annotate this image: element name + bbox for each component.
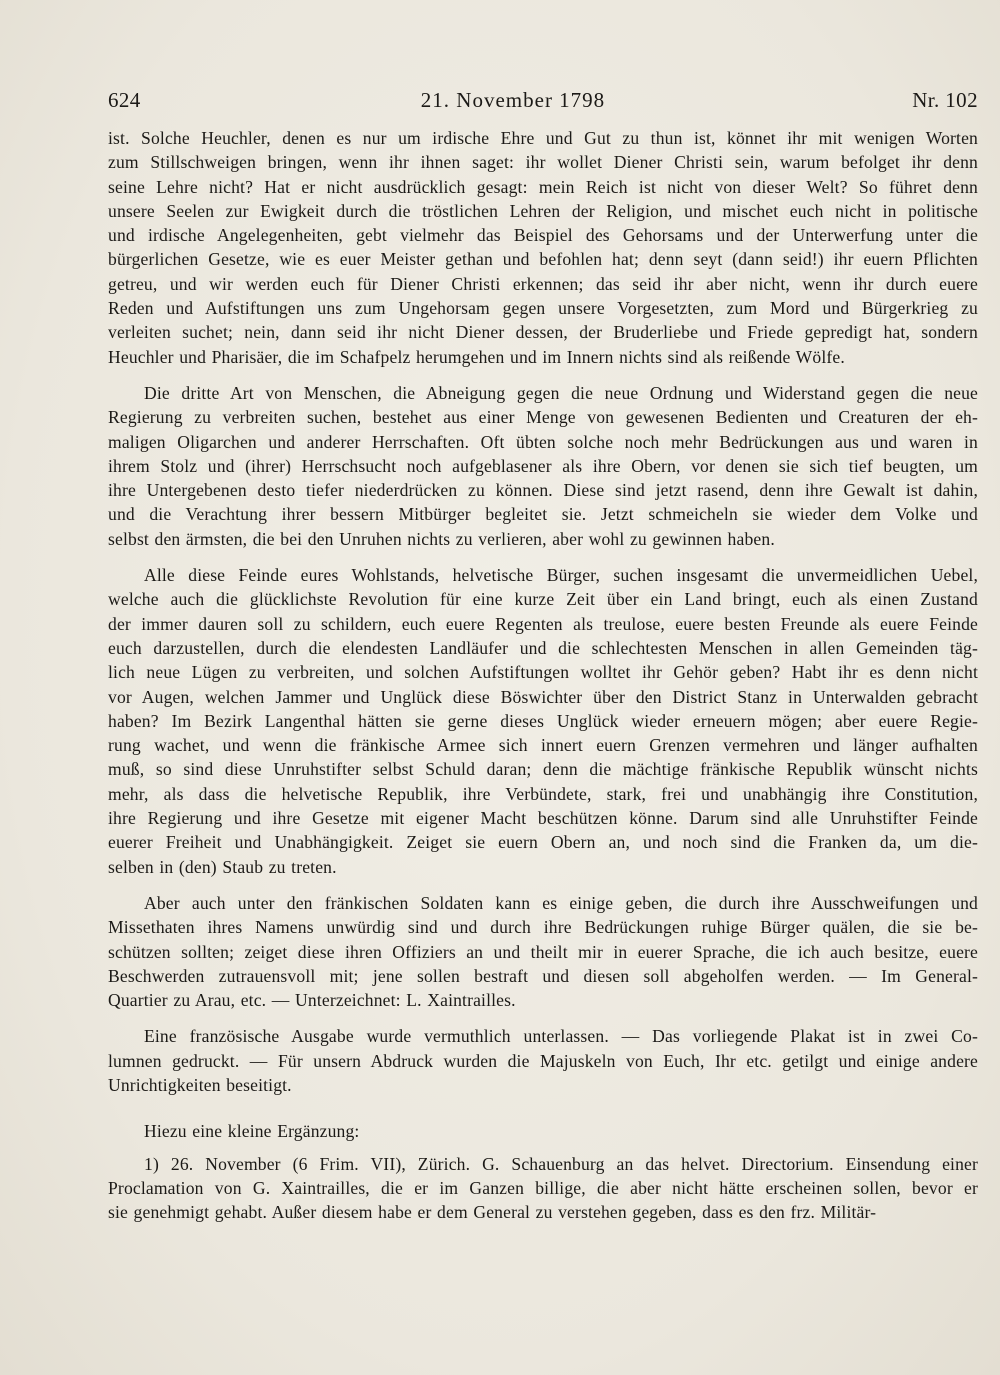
- text-line: selbst den ärmsten, die bei den Unruhen nichts zu verlieren, aber wohl zu gewinnen haben.: [108, 528, 775, 549]
- text-line: schützen sollten; zeiget diese ihren Offiziers an und theilt mir in euerer Sprache, die ich auch besitze, euere: [108, 941, 978, 962]
- paragraph: [108, 1024, 978, 1097]
- paragraph: [108, 381, 978, 551]
- date-header: 21. November 1798: [420, 88, 606, 112]
- text-line: bürgerlichen Gesetze, wie es euer Meister gethan und befohlen hat; denn seyt (dann seid!) ihr euern Pflichten: [108, 249, 978, 270]
- text-line: ist. Solche Heuchler, denen es nur um irdische Ehre und Gut zu thun ist, könnet ihr mit wenigen Worten: [108, 128, 978, 148]
- text-line: ihre Untergebenen desto tiefer niederdrücken zu können. Diese sind jetzt rasend, denn ihre Gewalt ist dahin,: [108, 480, 978, 501]
- text-line: euerer Freiheit und Unabhängigkeit. Zeiget sie euern Obern an, und noch sind die Franken da, um die-: [108, 832, 978, 853]
- text-line: Eine französische Ausgabe wurde vermuthlich unterlassen. — Das vorliegende Plakat ist in zwei Co-: [144, 1026, 978, 1047]
- text-line: Beschwerden zutrauensvoll mit; jene sollen bestraft und diesen soll abgeholfen werden. — Im General-: [108, 965, 978, 986]
- text-line: und irdische Angelegenheiten, gebt vielmehr das Beispiel des Gehorsams und der Unterwerfung unter die: [108, 225, 978, 246]
- page-number: 624: [108, 88, 141, 112]
- text-line: sie genehmigt gehabt. Außer diesem habe er dem General zu verstehen gegeben, dass es den frz. Militär-: [108, 1202, 877, 1223]
- text-line: haben? Im Bezirk Langenthal hätten sie gerne dieses Unglück wieder erneuern mögen; aber euere Regie-: [108, 710, 978, 731]
- text-line: Regierung zu verbreiten suchen, bestehet aus einer Menge von gewesenen Bedienten und Creaturen der eh-: [108, 407, 978, 428]
- text-line: lich neue Lügen zu verbreiten, und solchen Aufstiftungen wolltet ihr Gehör geben? Habt ihr es denn nicht: [108, 662, 978, 683]
- text-line: verleiten suchet; nein, dann seid ihr nicht Diener dessen, der Bruderliebe und Friede gepredigt hat, sondern: [108, 322, 978, 343]
- text-line: Unrichtigkeiten beseitigt.: [108, 1074, 292, 1095]
- paragraph: [108, 1119, 978, 1143]
- paragraph: [108, 1152, 978, 1225]
- document-number: Nr. 102: [912, 88, 978, 112]
- text-line: Aber auch unter den fränkischen Soldaten kann es einige geben, die durch ihre Ausschweifungen und: [144, 892, 978, 913]
- paragraph: [108, 891, 978, 1012]
- text-line: maligen Oligarchen und anderer Herrschaften. Oft übten solche noch mehr Bedrückungen aus und waren in: [108, 431, 978, 452]
- text-line: ihre Regierung und ihre Gesetze mit eigener Macht beschützen könne. Darum sind alle Unruhstifter Feinde: [108, 808, 978, 829]
- text-line: Missethaten ihres Namens unwürdig sind und durch ihre Bedrückungen ruhige Bürger quälen, die sie be-: [108, 917, 978, 938]
- text-line: muß, so sind diese Unruhstifter selbst Schuld daran; denn die mächtige fränkische Republik wünscht nichts: [108, 759, 978, 780]
- paragraph: [108, 563, 978, 879]
- running-head: [108, 88, 978, 122]
- paragraph: [108, 126, 978, 369]
- text-line: ihrem Stolz und (ihrer) Herrschsucht noch aufgeblasener als ihre Obern, vor denen sie sich tief beugten, um: [108, 455, 978, 476]
- text-line: vor Augen, welchen Jammer und Unglück diese Böswichter über den District Stanz in Unterwalden gebracht: [108, 686, 978, 707]
- body-text: [108, 126, 978, 1224]
- text-line: Die dritte Art von Menschen, die Abneigung gegen die neue Ordnung und Widerstand gegen die neue: [144, 382, 978, 403]
- text-line: 1) 26. November (6 Frim. VII), Zürich. G. Schauenburg an das helvet. Directorium. Einsendung einer: [144, 1153, 978, 1174]
- text-line: Proclamation von G. Xaintrailles, die er im Ganzen billige, die aber nicht hätte erscheinen sollen, bevor er: [108, 1177, 978, 1198]
- text-line: zum Stillschweigen bringen, wenn ihr ihnen saget: ihr wollet Diener Christi sein, warum befolget ihr denn: [108, 152, 978, 173]
- text-line: mehr, als dass die helvetische Republik, ihre Verbündete, stark, frei und unabhängig ihre Constitution,: [108, 783, 978, 804]
- text-line: Reden und Aufstiftungen uns zum Ungehorsam gegen unsere Vorgesetzten, zum Mord und Bürgerkrieg zu: [108, 298, 978, 319]
- text-line: Hiezu eine kleine Ergänzung:: [144, 1121, 360, 1142]
- text-line: Alle diese Feinde eures Wohlstands, helvetische Bürger, suchen insgesamt die unvermeidlichen Uebel,: [144, 565, 978, 586]
- text-line: unsere Seelen zur Ewigkeit durch die tröstlichen Lehren der Religion, und mischet euch nicht in politische: [108, 200, 978, 221]
- text-line: euch darzustellen, durch die elendesten Landläufer und die schlechtesten Menschen in allen Gemeinden täg-: [108, 637, 978, 658]
- text-line: Quartier zu Arau, etc. — Unterzeichnet: L. Xaintrailles.: [108, 990, 516, 1011]
- text-line: selben in (den) Staub zu treten.: [108, 856, 337, 877]
- text-line: seine Lehre nicht? Hat er nicht ausdrücklich gesagt: mein Reich ist nicht von dieser Welt? So führet denn: [108, 176, 978, 197]
- text-line: Heuchler und Pharisäer, die im Schafpelz herumgehen und im Innern nichts sind als reißende Wölfe.: [108, 346, 845, 367]
- text-line: rung wachet, und wenn die fränkische Armee sich innert euern Grenzen vermehren und länger aufhalten: [108, 735, 978, 756]
- text-line: getreu, und wir werden euch für Diener Christi erkennen; das seid ihr aber nicht, wenn ihr durch euere: [108, 273, 978, 294]
- text-line: und die Verachtung ihrer bessern Mitbürger begleitet sie. Jetzt schmeicheln sie wieder dem Volke und: [108, 504, 978, 525]
- text-line: lumnen gedruckt. — Für unsern Abdruck wurden die Majuskeln von Euch, Ihr etc. getilgt und einige andere: [108, 1050, 978, 1071]
- text-line: der immer dauren soll zu schildern, euch euere Regenten als treulose, euere besten Freunde als euere Feinde: [108, 613, 978, 634]
- text-line: welche auch die glücklichste Revolution für eine kurze Zeit über ein Land bringt, euch als einen Zustand: [108, 589, 978, 610]
